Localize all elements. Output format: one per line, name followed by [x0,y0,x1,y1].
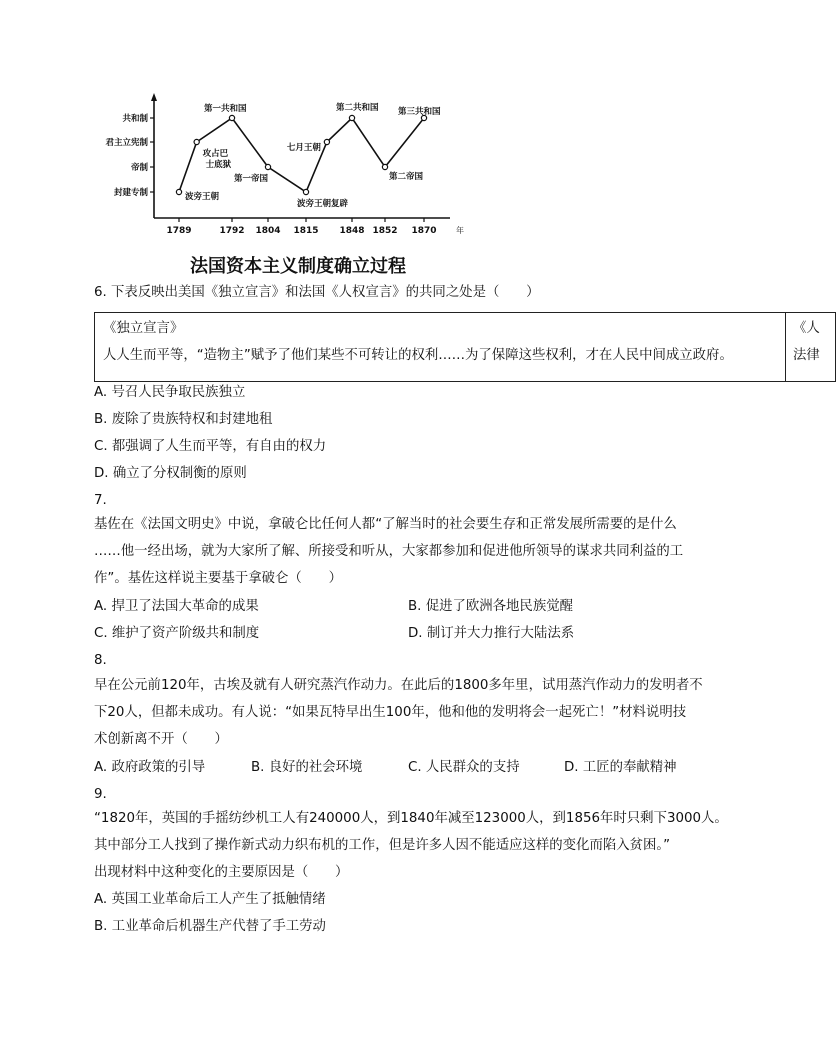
y-tick-label: 封建专制 [113,188,148,198]
q8-stem-line-1: 早在公元前120年，古埃及就有人研究蒸汽作动力。在此后的1800多年里，试用蒸汽作动力的发明者不 [94,678,703,693]
point-label: 第一共和国 [204,104,247,114]
q8-option-d: D. 工匠的奉献精神 [564,760,677,775]
chart-y-labels [105,113,148,198]
series-point [303,189,308,194]
q6-table-left-text: 人人生而平等，“造物主”赋予了他们某些不可转让的权利……为了保障这些权利，才在人民中间成立政府。 [103,348,733,363]
q6-table-divider [785,313,786,381]
q8-option-c: C. 人民群众的支持 [408,760,520,775]
q7-option-b: B. 促进了欧洲各地民族觉醒 [408,599,573,614]
y-tick-label: 帝制 [130,163,148,173]
q6-table-left-title: 《独立宣言》 [103,321,184,336]
chart-point-labels [185,102,441,209]
q6-stem: 6. 下表反映出美国《独立宣言》和法国《人权宣言》的共同之处是（ ） [94,285,540,300]
q6-table [94,312,836,382]
q8-option-b: B. 良好的社会环境 [251,760,363,775]
series-point [324,139,329,144]
x-axis-unit: 年 [456,226,464,235]
q7-option-a: A. 捍卫了法国大革命的成果 [94,599,259,614]
q7-number: 7. [94,493,107,508]
q9-stem-line-3: 出现材料中这种变化的主要原因是（ ） [94,865,349,880]
series-point [265,164,270,169]
series-point [194,139,199,144]
x-tick-label: 1848 [339,226,365,236]
x-tick-label: 1789 [166,226,192,236]
point-label: 攻占巴士底狱 [202,149,232,170]
q6-option-b: B. 废除了贵族特权和封建地租 [94,412,273,427]
q8-stem-line-3: 术创新离不开（ ） [94,732,228,747]
q9-option-a: A. 英国工业革命后工人产生了抵触情绪 [94,892,326,907]
q9-option-b: B. 工业革命后机器生产代替了手工劳动 [94,919,326,934]
point-label: 七月王朝 [286,143,321,153]
q9-stem-line-2: 其中部分工人找到了操作新式动力织布机的工作，但是许多人因不能适应这样的变化而陷入贫困。” [94,838,671,853]
q8-stem-line-2: 下20人，但都未成功。有人说：“如果瓦特早出生100年，他和他的发明将会一起死亡！”材料说明技 [94,705,687,720]
chart-title: 法国资本主义制度确立过程 [190,256,406,277]
q7-option-c: C. 维护了资产阶级共和制度 [94,626,260,641]
q7-option-d: D. 制订并大力推行大陆法系 [408,626,575,641]
q6-option-d: D. 确立了分权制衡的原则 [94,466,247,481]
series-point [382,164,387,169]
point-label: 波旁王朝 [185,192,220,202]
q8-option-a: A. 政府政策的引导 [94,760,206,775]
q6-table-right-title: 《人 [793,321,820,336]
y-tick-label: 君主立宪制 [105,138,148,148]
x-tick-label: 1815 [293,226,319,236]
q7-stem-line-2: ……他一经出场，就为大家所了解、所接受和听从，大家都参加和促进他所领导的谋求共同利益的工 [94,544,684,559]
y-axis-arrow-icon [151,93,157,101]
q6-option-a: A. 号召人民争取民族独立 [94,385,246,400]
point-label: 第一帝国 [234,174,269,184]
x-tick-label: 1804 [255,226,281,236]
q8-number: 8. [94,653,107,668]
france-political-system-chart [100,92,470,242]
q9-stem-line-1: “1820年，英国的手摇纺纱机工人有240000人，到1840年减至123000人，到1856年时只剩下3000人。 [94,811,728,826]
series-point [176,189,181,194]
series-point [349,115,354,120]
x-tick-label: 1792 [219,226,245,236]
point-label: 第二帝国 [389,172,424,182]
x-tick-label: 1852 [372,226,398,236]
point-label: 第二共和国 [336,103,379,113]
q6-option-c: C. 都强调了人生而平等，有自由的权力 [94,439,327,454]
point-label: 第三共和国 [398,107,441,117]
point-label: 波旁王朝复辟 [297,199,349,209]
x-tick-label: 1870 [411,226,437,236]
q9-number: 9. [94,787,107,802]
chart-x-labels [166,225,464,236]
q7-stem-line-3: 作”。基佐这样说主要基于拿破仑（ ） [94,571,342,586]
q7-stem-line-1: 基佐在《法国文明史》中说，拿破仑比任何人都“了解当时的社会要生存和正常发展所需要的是什么 [94,517,677,532]
y-tick-label: 共和制 [122,114,148,124]
series-point [229,115,234,120]
q6-table-right-text: 法律 [793,348,820,363]
